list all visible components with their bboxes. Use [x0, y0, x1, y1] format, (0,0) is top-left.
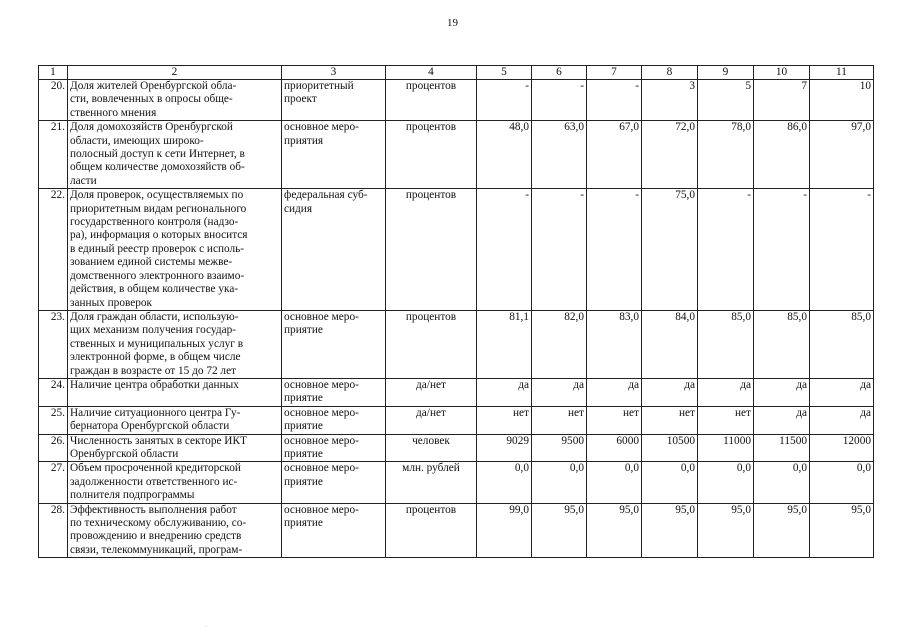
indicators-table [38, 65, 874, 558]
unit-of-measure: процентов [386, 310, 477, 378]
indicator-type [282, 310, 386, 378]
column-header: 5 [477, 66, 532, 80]
indicator-type [282, 434, 386, 462]
value-cell: да [532, 378, 587, 406]
table-header-row [39, 66, 874, 80]
indicator-type-line: приятие [284, 475, 323, 488]
column-header: 11 [810, 66, 874, 80]
row-number: 23. [39, 310, 68, 378]
value-cell: 0,0 [642, 462, 698, 503]
row-number: 21. [39, 121, 68, 189]
value-cell: да [477, 378, 532, 406]
value-cell: 95,0 [754, 503, 810, 558]
table-row [39, 189, 874, 311]
indicator-type-line: приятие [284, 447, 323, 460]
value-cell: да [754, 378, 810, 406]
value-cell: - [587, 80, 642, 121]
value-cell: 95,0 [810, 503, 874, 558]
indicator-name-line: провождению и внедрению средств [70, 530, 242, 543]
indicator-type-line: основное меро- [284, 378, 359, 391]
indicator-name-line: Объем просроченной кредиторской [70, 462, 241, 475]
value-cell: 83,0 [587, 310, 642, 378]
value-cell: 72,0 [642, 121, 698, 189]
unit-of-measure: процентов [386, 189, 477, 311]
indicator-name-line: граждан в возрасте от 15 до 72 лет [70, 364, 237, 377]
indicator-name-line: по техническому обслуживанию, со- [70, 517, 247, 529]
column-header: 3 [282, 66, 386, 80]
indicator-name-line: общем количестве домохозяйств об- [70, 161, 245, 174]
indicator-name-line: ственных и муниципальных услуг в [70, 337, 244, 350]
table-body [39, 66, 874, 558]
value-cell: 12000 [810, 434, 874, 462]
column-header: 9 [698, 66, 754, 80]
value-cell: - [754, 189, 810, 311]
value-cell: - [532, 80, 587, 121]
value-cell: 75,0 [642, 189, 698, 311]
table-row [39, 462, 874, 503]
value-cell: 85,0 [810, 310, 874, 378]
value-cell: да [754, 406, 810, 434]
indicator-type-line: приятие [284, 517, 323, 529]
indicator-name-line: Доля граждан области, использую- [70, 310, 239, 323]
indicator-type-line: федеральная суб- [284, 189, 368, 202]
row-number: 26. [39, 434, 68, 462]
indicator-name [68, 378, 282, 406]
indicator-type-line: основное меро- [284, 121, 359, 134]
indicator-name-line: сти, вовлеченных в опросы обще- [70, 93, 233, 106]
indicator-name-line: занных проверок [70, 296, 153, 309]
indicator-name-line: домственного электронного взаимо- [70, 269, 245, 282]
indicator-type-line: основное меро- [284, 406, 359, 419]
indicator-type-line: сидия [284, 202, 313, 215]
value-cell: 48,0 [477, 121, 532, 189]
indicator-name-line: Доля проверок, осуществляемых по [70, 189, 244, 202]
value-cell: 9500 [532, 434, 587, 462]
indicator-name-line: действия, в общем количестве ука- [70, 283, 239, 296]
value-cell: 0,0 [698, 462, 754, 503]
indicator-name-line: щих механизм получения государ- [70, 324, 237, 337]
indicator-name-line: государственного контроля (надзо- [70, 216, 239, 229]
value-cell: да [810, 406, 874, 434]
table-row [39, 406, 874, 434]
indicator-type-line: приятие [284, 392, 323, 405]
indicator-type-line: основное меро- [284, 434, 359, 447]
value-cell: 86,0 [754, 121, 810, 189]
table-row [39, 503, 874, 558]
value-cell: 11500 [754, 434, 810, 462]
row-number: 28. [39, 503, 68, 558]
indicator-type [282, 121, 386, 189]
indicator-type [282, 378, 386, 406]
unit-of-measure: процентов [386, 80, 477, 121]
table-row [39, 434, 874, 462]
column-header: 8 [642, 66, 698, 80]
table-row [39, 121, 874, 189]
indicator-name-line: полосный доступ к сети Интернет, в [70, 148, 245, 161]
column-header: 10 [754, 66, 810, 80]
value-cell: - [810, 189, 874, 311]
indicator-type-line: основное меро- [284, 310, 359, 323]
table-row [39, 378, 874, 406]
value-cell: 97,0 [810, 121, 874, 189]
value-cell: 9029 [477, 434, 532, 462]
value-cell: 82,0 [532, 310, 587, 378]
value-cell: 67,0 [587, 121, 642, 189]
value-cell: да [810, 378, 874, 406]
indicator-type-line: приятие [284, 420, 323, 433]
value-cell: нет [698, 406, 754, 434]
value-cell: 81,1 [477, 310, 532, 378]
value-cell: 0,0 [810, 462, 874, 503]
row-number: 25. [39, 406, 68, 434]
indicator-name [68, 80, 282, 121]
value-cell: 95,0 [698, 503, 754, 558]
indicator-name-line: связи, телекоммуникаций, програм- [70, 543, 243, 556]
indicator-type-line: основное меро- [284, 503, 359, 516]
indicator-type-line: проект [284, 93, 317, 106]
indicator-name-line: электронной форме, в общем числе [70, 351, 241, 364]
value-cell: - [587, 189, 642, 311]
unit-of-measure: человек [386, 434, 477, 462]
indicator-name-line: Оренбургской области [70, 447, 179, 460]
indicator-name-line: задолженности ответственного ис- [70, 475, 238, 488]
value-cell: 10500 [642, 434, 698, 462]
value-cell: - [477, 80, 532, 121]
indicator-name [68, 121, 282, 189]
value-cell: 3 [642, 80, 698, 121]
row-number: 24. [39, 378, 68, 406]
scan-mark: · [205, 624, 207, 630]
indicator-name [68, 310, 282, 378]
indicator-name-line: Эффективность выполнения работ [70, 503, 237, 516]
value-cell: 0,0 [587, 462, 642, 503]
value-cell: 10 [810, 80, 874, 121]
indicator-name-line: зованием единой системы межве- [70, 256, 233, 269]
indicator-name [68, 189, 282, 311]
column-header: 4 [386, 66, 477, 80]
indicator-name-line: в единый реестр проверок с исполь- [70, 242, 245, 255]
value-cell: да [698, 378, 754, 406]
indicator-name-line: приоритетным видам регионального [70, 202, 247, 215]
unit-of-measure: да/нет [386, 406, 477, 434]
page-number: 19 [447, 17, 458, 29]
unit-of-measure: процентов [386, 121, 477, 189]
indicator-name-line: Наличие ситуационного центра Гу- [70, 406, 241, 419]
indicator-name-line: ственного мнения [70, 106, 157, 119]
value-cell: 0,0 [754, 462, 810, 503]
indicator-name-line: полнителя подпрограммы [70, 489, 195, 502]
unit-of-measure: млн. рублей [386, 462, 477, 503]
column-header: 1 [39, 66, 68, 80]
indicator-type-line: приятия [284, 134, 324, 147]
indicator-name [68, 462, 282, 503]
indicator-type-line: приятие [284, 324, 323, 337]
row-number: 22. [39, 189, 68, 311]
unit-of-measure: да/нет [386, 378, 477, 406]
value-cell: нет [587, 406, 642, 434]
indicator-name-line: ласти [70, 174, 97, 187]
value-cell: 0,0 [477, 462, 532, 503]
indicator-name-line: бернатора Оренбургской области [70, 420, 230, 433]
value-cell: 95,0 [587, 503, 642, 558]
value-cell: 84,0 [642, 310, 698, 378]
indicator-name-line: области, имеющих широко- [70, 134, 204, 147]
indicator-name-line: Доля жителей Оренбургской обла- [70, 80, 237, 92]
value-cell: 7 [754, 80, 810, 121]
table-row [39, 310, 874, 378]
indicator-type [282, 503, 386, 558]
indicator-type-line: основное меро- [284, 462, 359, 475]
value-cell: 85,0 [754, 310, 810, 378]
row-number: 20. [39, 80, 68, 121]
column-header: 7 [587, 66, 642, 80]
indicator-type [282, 406, 386, 434]
indicator-type [282, 80, 386, 121]
indicator-type [282, 462, 386, 503]
indicator-name-line: Численность занятых в секторе ИКТ [70, 434, 247, 447]
column-header: 6 [532, 66, 587, 80]
indicator-type [282, 189, 386, 311]
indicator-name-line: Доля домохозяйств Оренбургской [70, 121, 233, 134]
value-cell: нет [642, 406, 698, 434]
value-cell: 5 [698, 80, 754, 121]
value-cell: 6000 [587, 434, 642, 462]
value-cell: 63,0 [532, 121, 587, 189]
column-header: 2 [68, 66, 282, 80]
value-cell: нет [477, 406, 532, 434]
value-cell: 95,0 [532, 503, 587, 558]
table-row [39, 80, 874, 121]
indicator-type-line: приоритетный [284, 80, 354, 92]
value-cell: 95,0 [642, 503, 698, 558]
value-cell: да [587, 378, 642, 406]
indicator-name [68, 503, 282, 558]
value-cell: 11000 [698, 434, 754, 462]
indicator-name-line: ра), информация о которых вносится [70, 229, 248, 242]
value-cell: нет [532, 406, 587, 434]
value-cell: - [532, 189, 587, 311]
indicator-name-line: Наличие центра обработки данных [70, 378, 239, 391]
value-cell: 0,0 [532, 462, 587, 503]
value-cell: - [477, 189, 532, 311]
value-cell: 99,0 [477, 503, 532, 558]
indicator-name [68, 406, 282, 434]
value-cell: - [698, 189, 754, 311]
indicator-name [68, 434, 282, 462]
value-cell: да [642, 378, 698, 406]
row-number: 27. [39, 462, 68, 503]
unit-of-measure: процентов [386, 503, 477, 558]
value-cell: 85,0 [698, 310, 754, 378]
value-cell: 78,0 [698, 121, 754, 189]
